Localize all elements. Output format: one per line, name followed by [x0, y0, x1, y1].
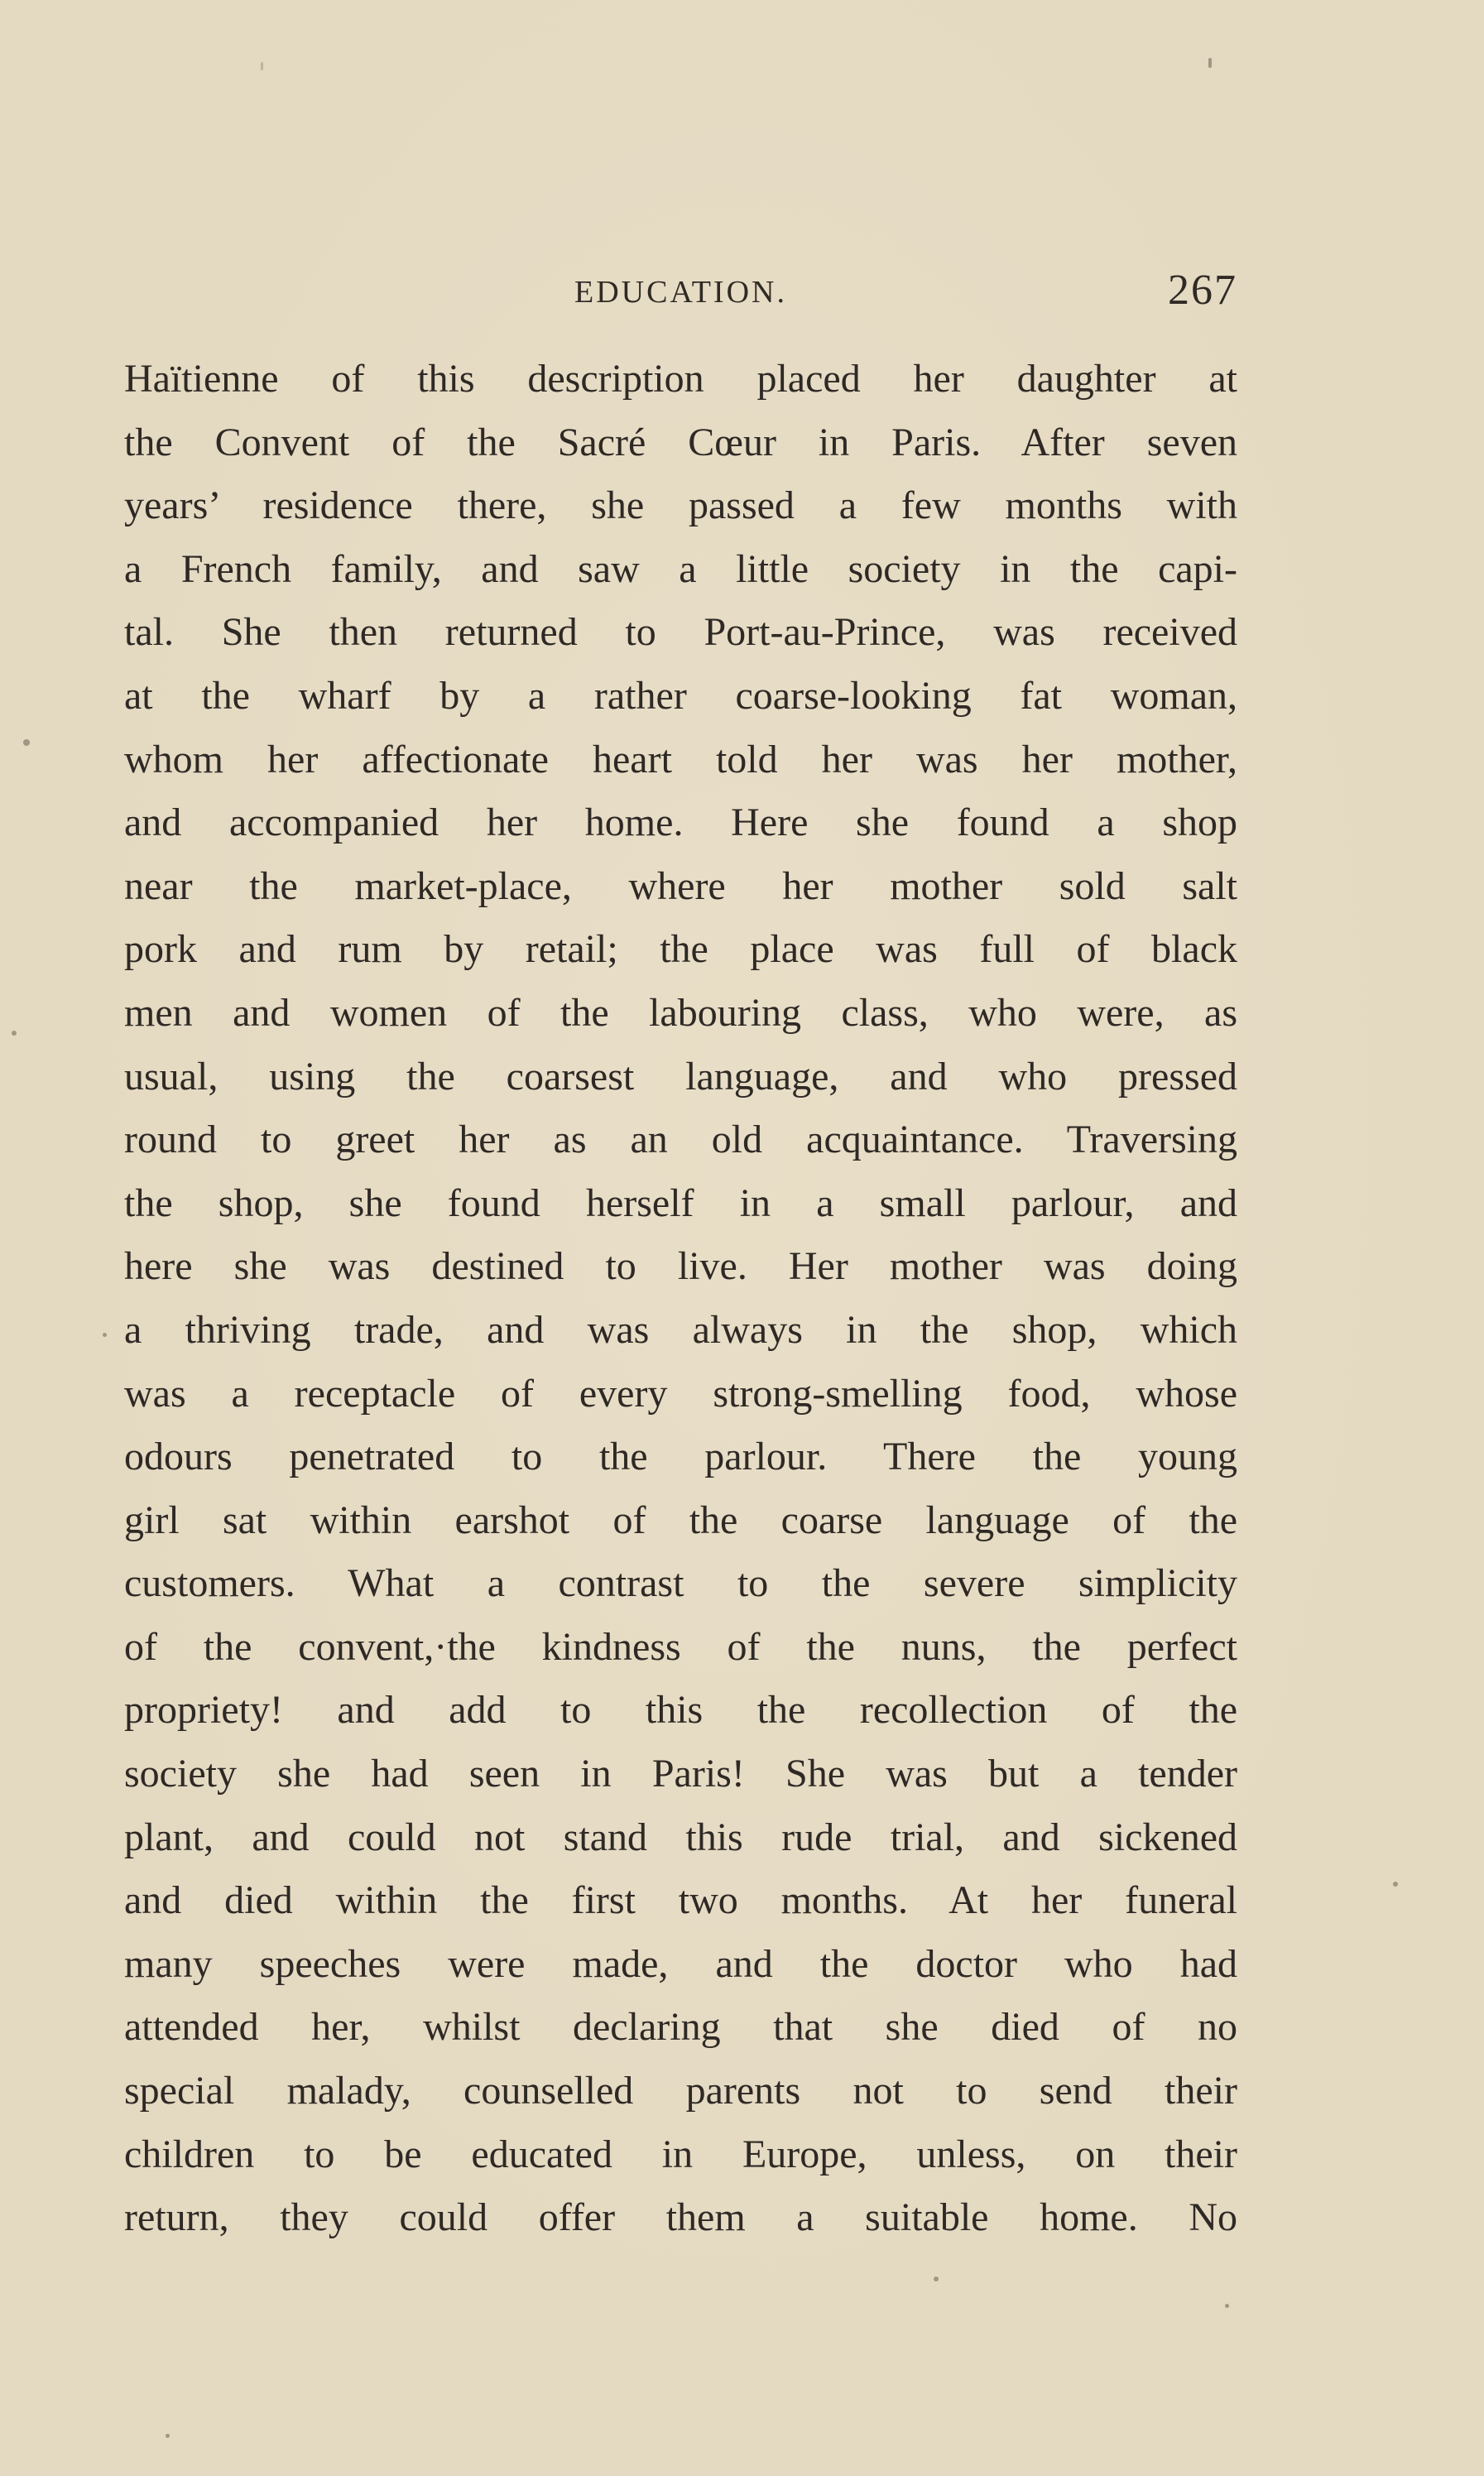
text-line: men and women of the labouring class, who were, as: [124, 990, 1237, 1035]
text-line: the Convent of the Sacré Cœur in Paris. After seven: [124, 420, 1237, 464]
text-line: a French family, and saw a little society in the capi-: [124, 546, 1237, 591]
paper-speck: [934, 2276, 939, 2281]
text-line: many speeches were made, and the doctor who had: [124, 1941, 1237, 1986]
running-head: [124, 269, 1237, 319]
paper-speck: [23, 739, 30, 746]
text-line: the shop, she found herself in a small parlour, and: [124, 1180, 1237, 1225]
body-text: [124, 348, 1237, 2250]
text-line: customers. What a contrast to the severe simplicity: [124, 1561, 1237, 1606]
page-number: 267: [1168, 267, 1237, 314]
text-line: propriety! and add to this the recollection of the: [124, 1688, 1237, 1733]
text-line: children to be educated in Europe, unless, on their: [124, 2132, 1237, 2176]
paper-speck: [261, 62, 263, 70]
text-line: and accompanied her home. Here she found a shop: [124, 800, 1237, 845]
text-line: tal. She then returned to Port-au-Prince, was received: [124, 610, 1237, 655]
text-line: odours penetrated to the parlour. There the young: [124, 1435, 1237, 1479]
paper-speck: [103, 1333, 107, 1337]
paper-speck: [12, 1031, 17, 1036]
text-line: and died within the first two months. At her funeral: [124, 1878, 1237, 1923]
text-line: here she was destined to live. Her mother was doing: [124, 1244, 1237, 1289]
text-line: at the wharf by a rather coarse-looking fat woman,: [124, 673, 1237, 718]
text-line: Haïtienne of this description placed her daughter at: [124, 357, 1237, 401]
text-line: near the market-place, where her mother sold salt: [124, 863, 1237, 908]
text-line: pork and rum by retail; the place was full of black: [124, 927, 1237, 972]
text-line: society she had seen in Paris! She was but a tender: [124, 1752, 1237, 1796]
paper-speck: [1208, 58, 1212, 68]
text-line: whom her affectionate heart told her was her mother,: [124, 737, 1237, 781]
text-line: years’ residence there, she passed a few months with: [124, 483, 1237, 528]
text-line: round to greet her as an old acquaintance. Traversing: [124, 1118, 1237, 1162]
text-line: plant, and could not stand this rude trial, and sickened: [124, 1815, 1237, 1859]
paper-speck: [1225, 2304, 1229, 2308]
text-line: special malady, counselled parents not to send their: [124, 2069, 1237, 2113]
paper-speck: [1393, 1882, 1398, 1887]
text-line: was a receptacle of every strong-smelling food, whose: [124, 1371, 1237, 1416]
text-line: a thriving trade, and was always in the shop, which: [124, 1307, 1237, 1352]
text-line: of the convent,·the kindness of the nuns, the perfect: [124, 1624, 1237, 1669]
text-line: return, they could offer them a suitable home. No: [124, 2195, 1237, 2240]
text-line: attended her, whilst declaring that she died of no: [124, 2005, 1237, 2050]
text-line: girl sat within earshot of the coarse language of the: [124, 1498, 1237, 1542]
paper-speck: [166, 2434, 170, 2438]
running-title: EDUCATION.: [574, 275, 787, 310]
text-line: usual, using the coarsest language, and who pressed: [124, 1054, 1237, 1099]
